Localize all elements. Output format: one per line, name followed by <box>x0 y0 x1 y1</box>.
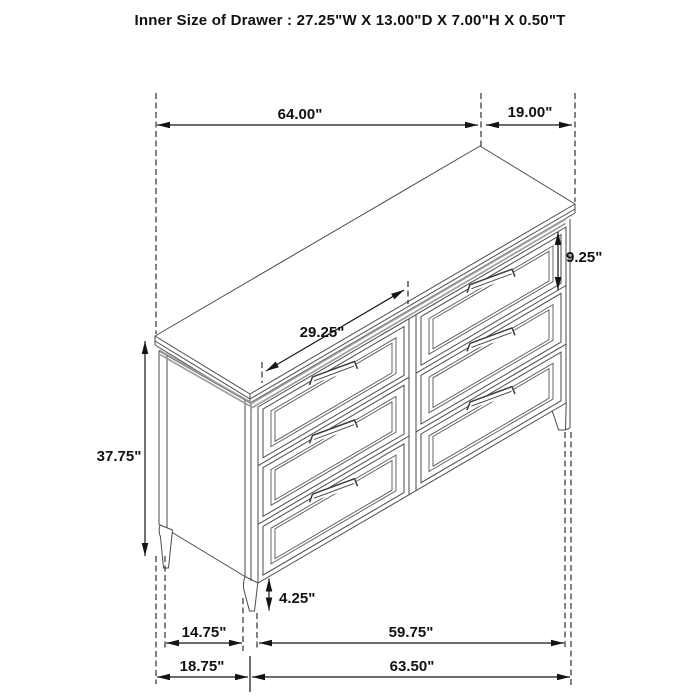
right-outer-edge-foot <box>566 428 570 430</box>
back-left-leg <box>159 525 172 568</box>
side-bottom-offset-label: 18.75" <box>179 658 225 675</box>
front-leg-span-label: 59.75" <box>388 624 434 641</box>
side-panel <box>159 351 245 577</box>
page-title: Inner Size of Drawer : 27.25"W X 13.00"D X 7.00"H X 0.50"T <box>134 12 566 29</box>
dresser-drawing <box>155 146 575 611</box>
drawer-face-height-label: 9.25" <box>566 249 603 266</box>
leg-height-label: 4.25" <box>279 590 316 607</box>
front-left-leg <box>243 577 257 612</box>
overall-height-label: 37.75" <box>96 448 142 465</box>
bottom-width-label: 63.50" <box>389 658 435 675</box>
top-depth-label: 19.00" <box>507 104 553 121</box>
top-width-label: 64.00" <box>277 106 323 123</box>
drawer-width-label: 29.25" <box>299 324 345 341</box>
back-leg-offset-label: 14.75" <box>181 624 227 641</box>
